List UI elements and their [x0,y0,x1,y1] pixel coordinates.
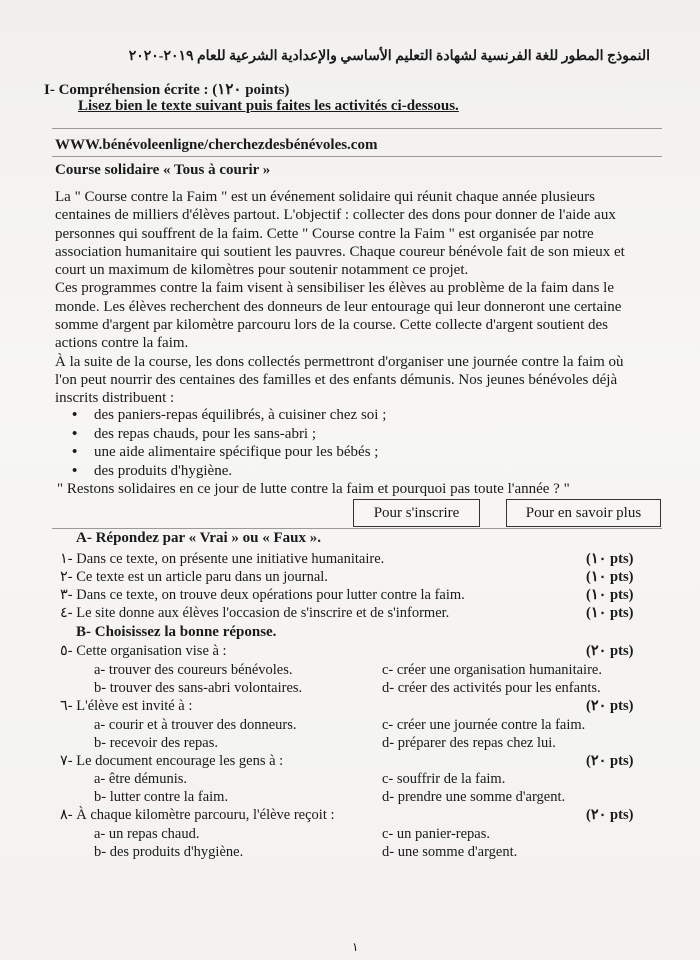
bullet-list [72,406,386,480]
body-line: centaines de milliers d'élèves partout. L'objectif : collecter des dons pour donner de l'aide aux [55,207,616,224]
body-line: actions contre la faim. [55,335,189,352]
article-url: WWW.bénévoleenligne/cherchezdesbénévoles.com [55,137,378,153]
option-c: c- souffrir de la faim. [382,771,506,787]
question-text: ٤- Le site donne aux élèves l'occasion de s'inscrire et de s'informer. [60,605,450,621]
list-item [72,443,386,462]
body-line: l'on peut nourrir des centaines des familles et des enfants démunis. Nos jeunes bénévoles déjà [55,371,618,388]
question-points: (١٠ pts) [586,587,634,603]
bullet-icon: • [72,462,78,479]
option-b: b- des produits d'hygiène. [94,844,244,860]
bullet-text: des produits d'hygiène. [94,462,233,479]
option-c: c- créer une journée contre la faim. [382,717,586,733]
body-line: Ces programmes contre la faim visent à sensibiliser les élèves au problème de la faim dans le [55,280,614,297]
option-a: a- être démunis. [94,771,188,787]
divider [52,128,662,129]
option-a: a- un repas chaud. [94,826,200,842]
divider [52,156,662,157]
learn-more-button[interactable]: Pour en savoir plus [506,499,661,527]
question-text: ٨- À chaque kilomètre parcouru, l'élève reçoit : [60,807,335,823]
question-text: ٦- L'élève est invité à : [60,698,193,714]
list-item [72,406,386,425]
question-points: (٢٠ pts) [586,643,634,659]
body-line: inscrits distribuent : [55,390,175,407]
body-line: court un maximum de kilomètres pour soutenir notamment ce projet. [55,262,469,279]
body-line: somme d'argent par kilomètre parcouru lors de la course. Cette collecte d'argent soutient des [55,317,609,334]
arabic-header: النموذج المطور للغة الفرنسية لشهادة التعليم الأساسي والإعدادية الشرعية للعام ٢٠١٩-٢٠٢٠ [128,49,650,64]
option-d: d- créer des activités pour les enfants. [382,680,601,696]
option-b: b- trouver des sans-abri volontaires. [94,680,303,696]
list-item [72,462,386,481]
option-d: d- une somme d'argent. [382,844,518,860]
question-points: (١٠ pts) [586,569,634,585]
question-text: ٢- Ce texte est un article paru dans un journal. [60,569,328,585]
question-points: (٢٠ pts) [586,753,634,769]
divider [52,528,662,529]
body-line: monde. Les élèves recherchent des donneurs de leur entourage qui leur donneront une certaine [55,298,622,315]
body-line: personnes qui souffrent de la faim. Cette " Course contre la Faim " est organisée par notre [55,225,594,242]
section-title: I- Compréhension écrite : (١٢٠ points) [44,82,290,98]
register-button[interactable]: Pour s'inscrire [353,499,480,527]
list-item [72,425,386,444]
question-points: (١٠ pts) [586,605,634,621]
body-line: association humanitaire qui soutient les pauvres. Chaque coureur bénévole fait de son mieux et [55,243,625,260]
part-b-title: B- Choisissez la bonne réponse. [76,624,277,640]
option-a: a- courir et à trouver des donneurs. [94,717,297,733]
article-body [55,188,665,408]
question-text: ٣- Dans ce texte, on trouve deux opérations pour lutter contre la faim. [60,587,465,603]
option-b: b- recevoir des repas. [94,735,218,751]
question-points: (٢٠ pts) [586,698,634,714]
option-c: c- créer une organisation humanitaire. [382,662,602,678]
option-c: c- un panier-repas. [382,826,490,842]
option-d: d- prendre une somme d'argent. [382,789,566,805]
bullet-icon: • [72,407,78,423]
question-points: (١٠ pts) [586,551,634,567]
closing-quote: " Restons solidaires en ce jour de lutte contre la faim et pourquoi pas toute l'année ? " [57,481,570,497]
question-points: (٢٠ pts) [586,807,634,823]
bullet-icon: • [72,444,78,460]
bullet-text: des repas chauds, pour les sans-abri ; [94,425,317,442]
instruction: Lisez bien le texte suivant puis faites les activités ci-dessous. [78,98,459,114]
option-a: a- trouver des coureurs bénévoles. [94,662,293,678]
option-d: d- préparer des repas chez lui. [382,735,556,751]
page-number: ١ [352,940,359,954]
body-line: À la suite de la course, les dons collectés permettront d'organiser une journée contre la faim où [55,353,624,370]
article-title: Course solidaire « Tous à courir » [55,162,271,178]
option-b: b- lutter contre la faim. [94,789,229,805]
body-line: La " Course contre la Faim " est un événement solidaire qui réunit chaque année plusieurs [55,189,595,205]
question-text: ١- Dans ce texte, on présente une initiative humanitaire. [60,551,385,567]
question-text: ٧- Le document encourage les gens à : [60,753,284,769]
bullet-icon: • [72,425,78,442]
part-a-title: A- Répondez par « Vrai » ou « Faux ». [76,530,322,546]
question-text: ٥- Cette organisation vise à : [60,643,227,659]
bullet-text: des paniers-repas équilibrés, à cuisiner chez soi ; [94,407,387,423]
bullet-text: une aide alimentaire spécifique pour les bébés ; [94,444,379,460]
